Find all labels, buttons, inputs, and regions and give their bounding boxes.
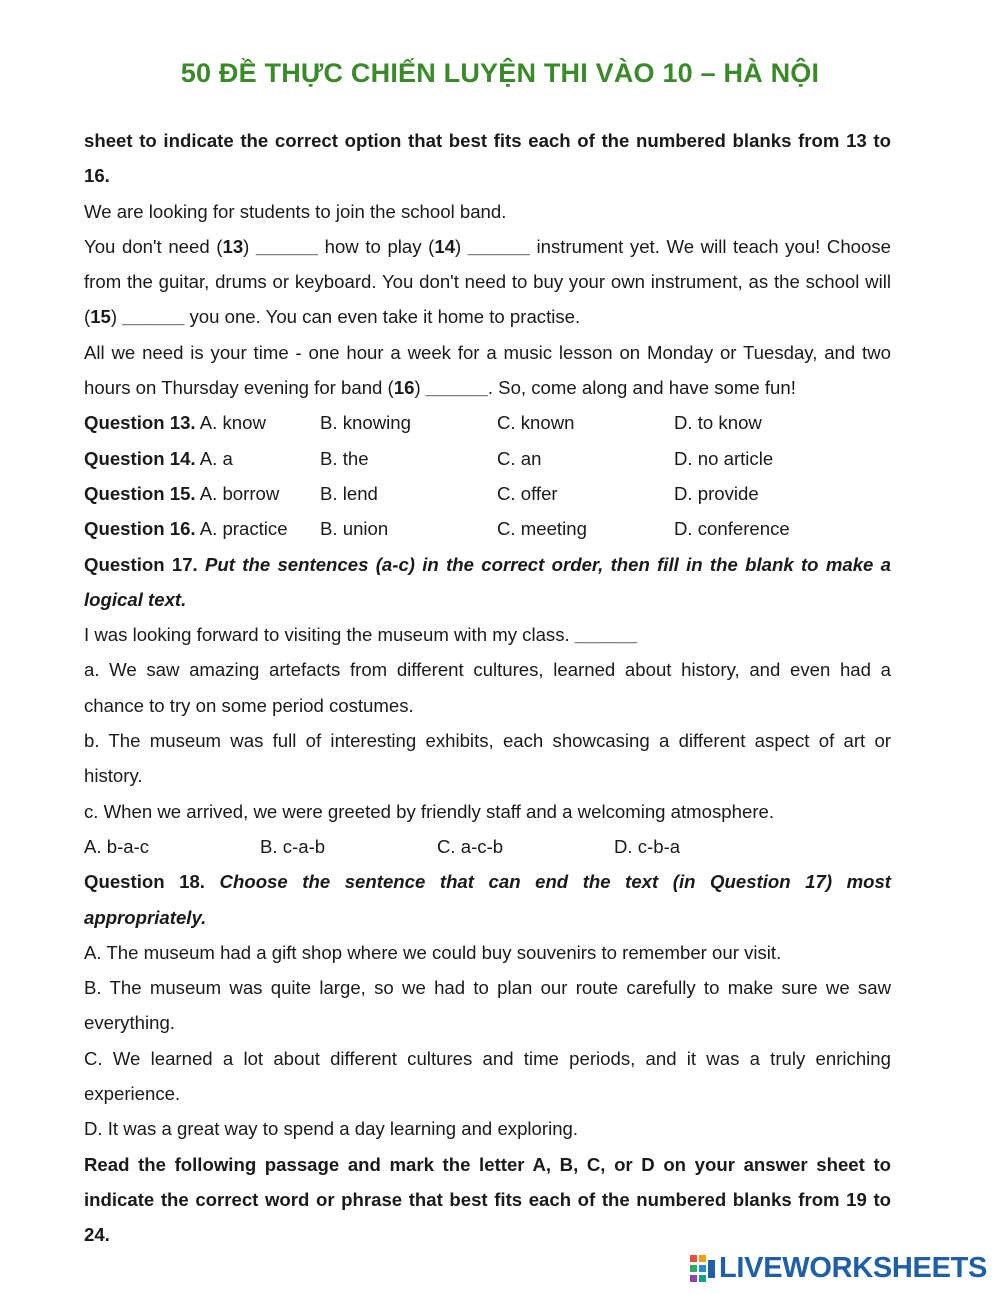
question-17-lead: [84, 617, 891, 652]
option-b[interactable]: B. c-a-b: [260, 835, 326, 857]
question-label: Question 16.: [84, 518, 196, 540]
question-label: Question 13.: [84, 412, 196, 434]
option-a[interactable]: A. borrow: [199, 482, 280, 504]
intro-instruction: sheet to indicate the correct option that best fits each of the numbered blanks from 13 to 16.: [84, 130, 891, 187]
page-title: 50 ĐỀ THỰC CHIẾN LUYỆN THI VÀO 10 – HÀ NỘI: [180, 58, 820, 88]
passage-text: ): [243, 235, 256, 257]
question-17-header: [84, 547, 891, 618]
liveworksheets-logo-icon: [690, 1255, 716, 1283]
option-d[interactable]: D. no article: [674, 447, 774, 469]
worksheet-content: [84, 123, 891, 1253]
sentence-c: c. When we arrived, we were greeted by friendly staff and a welcoming atmosphere.: [84, 800, 775, 822]
option-c[interactable]: C. an: [497, 447, 542, 469]
option-a[interactable]: A. a: [199, 447, 233, 469]
option-d[interactable]: D. c-b-a: [614, 835, 681, 857]
blank-number-14: 14: [434, 235, 456, 257]
lead-sentence: I was looking forward to visiting the museum with my class.: [84, 624, 575, 646]
passage-text: All we need is your time - one hour a week for a music lesson on Monday or Tuesday, and two hours on Thursday evening for band (: [84, 341, 891, 399]
passage-text: . So, come along and have some fun!: [487, 377, 796, 399]
question-18-header: [84, 864, 891, 935]
option-a[interactable]: A. practice: [199, 518, 288, 540]
option-b[interactable]: B. the: [320, 447, 369, 469]
blank-number-16: 16: [393, 377, 415, 399]
blank-13[interactable]: ______: [255, 235, 319, 257]
option-d[interactable]: D. provide: [674, 482, 759, 504]
option-b[interactable]: B. The museum was quite large, so we had to plan our route carefully to make sure we saw everything.: [84, 977, 891, 1034]
question-13-row: [84, 405, 891, 440]
passage-text: You don't need (: [84, 235, 223, 257]
passage-paragraph-2: [84, 229, 891, 335]
option-c[interactable]: C. a-c-b: [437, 835, 504, 857]
option-d[interactable]: D. conference: [674, 518, 790, 540]
question-18-instruction: Choose the sentence that can end the text (in Question 17) most appropriately.: [84, 871, 891, 928]
liveworksheets-logo: [690, 1252, 987, 1285]
option-b[interactable]: B. knowing: [320, 412, 411, 434]
passage-text: you one. You can even take it home to practise.: [184, 306, 581, 328]
option-a[interactable]: A. b-a-c: [84, 835, 150, 857]
question-17-options: [84, 829, 891, 864]
question-label: Question 14.: [84, 447, 196, 469]
question-15-row: [84, 476, 891, 511]
blank-number-15: 15: [90, 306, 111, 328]
passage-text: how to play (: [318, 235, 435, 257]
option-b[interactable]: B. union: [320, 518, 389, 540]
question-17-instruction: Put the sentences (a-c) in the correct order, then fill in the blank to make a logical text.: [84, 553, 892, 610]
passage-text: instrument yet. We will teach you! Choose from the guitar, drums or keyboard. You don't need to buy your own instrument, as the school will (: [84, 235, 891, 328]
option-d[interactable]: D. to know: [674, 412, 762, 434]
option-c[interactable]: C. We learned a lot about different cultures and time periods, and it was a truly enriching experience.: [84, 1047, 891, 1105]
option-a[interactable]: A. know: [199, 412, 266, 434]
passage-text: ): [414, 377, 426, 399]
blank-number-13: 13: [222, 235, 244, 257]
question-label: Question 15.: [84, 482, 196, 504]
sentence-a: a. We saw amazing artefacts from different cultures, learned about history, and even had a chance to try on some period costumes.: [84, 659, 891, 716]
blank-15[interactable]: ______: [122, 306, 185, 328]
option-c[interactable]: C. offer: [497, 482, 558, 504]
sentence-b: b. The museum was full of interesting exhibits, each showcasing a different aspect of art or history.: [84, 730, 891, 787]
next-section-instruction: Read the following passage and mark the letter A, B, C, or D on your answer sheet to indicate the correct word or phrase that best fits each of the numbered blanks from 19 to 24.: [84, 1153, 891, 1246]
option-c[interactable]: C. meeting: [497, 518, 587, 540]
passage-line-1: We are looking for students to join the school band.: [84, 200, 507, 222]
question-label: Question 18.: [84, 871, 205, 893]
blank-14[interactable]: ______: [467, 235, 530, 257]
option-c[interactable]: C. known: [497, 412, 575, 434]
passage-paragraph-3: [84, 335, 891, 406]
blank-17[interactable]: ______: [574, 624, 637, 646]
passage-text: ): [110, 306, 123, 328]
question-label: Question 17.: [84, 553, 198, 575]
option-a[interactable]: A. The museum had a gift shop where we could buy souvenirs to remember our visit.: [84, 941, 782, 963]
passage-text: ): [455, 235, 468, 257]
blank-16[interactable]: ______: [425, 377, 488, 399]
liveworksheets-logo-text: LIVEWORKSHEETS: [719, 1252, 988, 1284]
question-16-row: [84, 511, 891, 546]
option-d[interactable]: D. It was a great way to spend a day learning and exploring.: [84, 1118, 579, 1140]
question-14-row: [84, 441, 891, 476]
option-b[interactable]: B. lend: [320, 482, 378, 504]
